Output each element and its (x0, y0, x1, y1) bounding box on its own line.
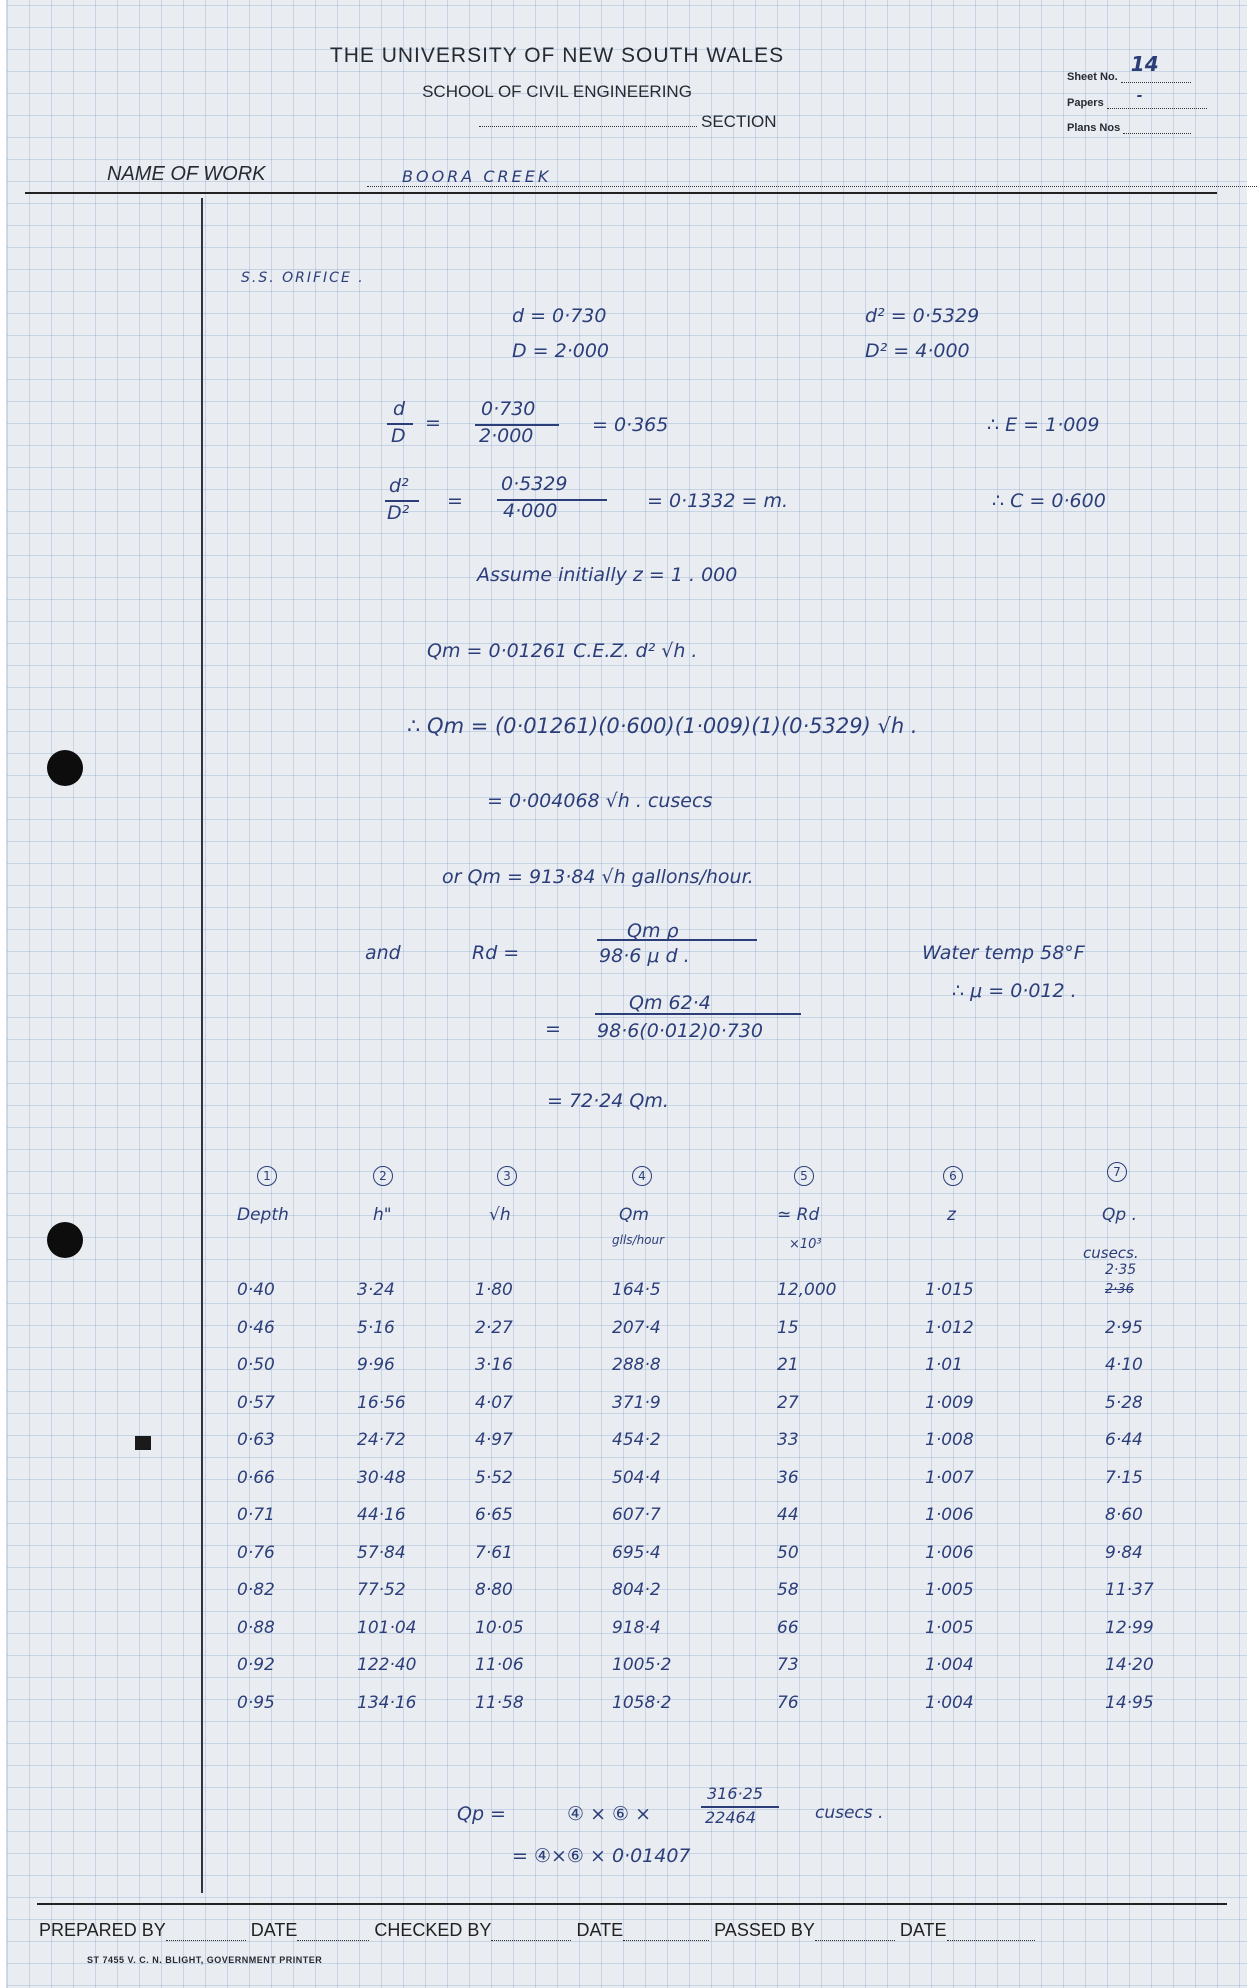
cell-rd: 21 (777, 1355, 799, 1375)
header-rule (25, 192, 1217, 194)
cell-qm: 454·2 (612, 1430, 661, 1450)
cell-depth: 0·82 (237, 1580, 275, 1600)
rd-den1: 98·6 μ d . (599, 945, 690, 967)
cell-depth: 0·63 (237, 1430, 275, 1450)
calculation-sheet (6, 0, 1247, 1988)
cell-rd: 73 (777, 1655, 799, 1675)
sq-lhs-num: d² (389, 475, 409, 497)
qp-num: 316·25 (707, 1784, 763, 1803)
col-number: 7 (1107, 1162, 1127, 1182)
cell-qp: 2·95 (1105, 1317, 1143, 1338)
cell-h: 5·16 (357, 1317, 395, 1338)
name-of-work (107, 163, 552, 186)
cell-sqrt-h: 4·97 (475, 1430, 513, 1450)
cell-sqrt-h: 7·61 (475, 1542, 513, 1563)
qp-struck-value: 2·36 (1105, 1282, 1134, 1297)
cell-h: 30·48 (357, 1467, 406, 1488)
cell-sqrt-h: 10·05 (475, 1617, 524, 1638)
cell-qp: 4·10 (1105, 1355, 1143, 1375)
qp-den: 22464 (705, 1808, 756, 1827)
cell-sqrt-h: 8·80 (475, 1580, 513, 1600)
subheader-qp: cusecs. (1083, 1244, 1139, 1262)
qm-cusecs: = 0·004068 √h . cusecs (487, 790, 713, 812)
cell-rd: 76 (777, 1692, 799, 1713)
d-value: d = 0·730 (512, 305, 607, 327)
cell-z: 1·005 (925, 1617, 974, 1638)
col-number: 5 (794, 1166, 814, 1186)
qp-correction: 2·35 (1105, 1262, 1137, 1278)
cell-qp: 8·60 (1105, 1505, 1143, 1525)
school-title: SCHOOL OF CIVIL ENGINEERING (422, 82, 692, 101)
ink-mark (135, 1436, 151, 1450)
cell-qm: 804·2 (612, 1580, 661, 1600)
cell-depth: 0·88 (237, 1617, 275, 1638)
sheet-no (1067, 52, 1191, 83)
col-number: 4 (632, 1166, 652, 1186)
cell-qm: 1005·2 (612, 1655, 672, 1675)
date-label: DATE (899, 1920, 947, 1940)
cell-qm: 918·4 (612, 1617, 661, 1638)
rd-bar1 (597, 939, 757, 941)
cell-h: 16·56 (357, 1392, 406, 1413)
sq-lhs-den: D² (387, 502, 410, 524)
D2-value: D² = 4·000 (865, 340, 970, 362)
name-of-work-label: NAME OF WORK (107, 163, 266, 185)
cell-z: 1·006 (925, 1505, 974, 1525)
university-title: THE UNIVERSITY OF NEW SOUTH WALES (329, 44, 785, 67)
cell-qm: 695·4 (612, 1542, 661, 1563)
sq-den: 4·000 (503, 500, 558, 522)
cell-h: 3·24 (357, 1280, 395, 1300)
orifice-heading: S.S. ORIFICE . (241, 270, 365, 286)
section-label: SECTION (701, 112, 777, 131)
rd-result: = 72·24 Qm. (547, 1090, 669, 1112)
C-value: ∴ C = 0·600 (992, 490, 1106, 512)
qm-substitution: ∴ Qm = (0·01261)(0·600)(1·009)(1)(0·5329) √h . (407, 714, 918, 738)
cell-z: 1·007 (925, 1467, 974, 1488)
ratio-result: = 0·365 (592, 414, 669, 436)
cell-depth: 0·66 (237, 1467, 275, 1488)
qm-gallons: or Qm = 913·84 √h gallons/hour. (442, 866, 754, 888)
cell-h: 77·52 (357, 1580, 406, 1600)
water-temp: Water temp 58°F (922, 942, 1085, 964)
cell-sqrt-h: 5·52 (475, 1467, 513, 1488)
cell-qp: 12·99 (1105, 1617, 1154, 1638)
plans-label: Plans Nos (1067, 122, 1121, 134)
subheader-qm: glls/hour (612, 1233, 665, 1247)
cell-sqrt-h: 11·06 (475, 1655, 524, 1675)
cell-z: 1·004 (925, 1655, 974, 1675)
cell-qm: 288·8 (612, 1355, 661, 1375)
ratio-lhs-num: d (393, 398, 406, 420)
cell-qm: 164·5 (612, 1280, 661, 1300)
punch-hole-bottom (47, 1222, 83, 1258)
header-qm: Qm (619, 1205, 649, 1225)
rd-den2: 98·6(0·012)0·730 (597, 1020, 763, 1042)
cell-rd: 58 (777, 1580, 799, 1600)
papers-label: Papers (1067, 97, 1104, 109)
D-value: D = 2·000 (512, 340, 610, 362)
qm-formula: Qm = 0·01261 C.E.Z. d² √h . (427, 640, 698, 662)
cell-h: 101·04 (357, 1617, 417, 1638)
prepared-by-label: PREPARED BY (39, 1920, 166, 1940)
date-label: DATE (250, 1920, 298, 1940)
cell-z: 1·008 (925, 1430, 974, 1450)
cell-z: 1·006 (925, 1542, 974, 1563)
cell-qp: 9·84 (1105, 1542, 1143, 1563)
col-number: 6 (943, 1166, 963, 1186)
rd-bar2 (595, 1013, 801, 1015)
ratio-num: 0·730 (481, 398, 536, 420)
header-sqrt-h: √h (489, 1205, 511, 1225)
qp-unit: cusecs . (815, 1803, 884, 1823)
d2-value: d² = 0·5329 (865, 305, 980, 327)
header-depth: Depth (237, 1205, 289, 1225)
cell-qp: 6·44 (1105, 1430, 1143, 1450)
rd-eq2: = (545, 1018, 561, 1040)
margin-line (201, 198, 203, 1893)
cell-depth: 0·46 (237, 1317, 275, 1338)
cell-depth: 0·50 (237, 1355, 275, 1375)
cell-depth: 0·57 (237, 1392, 275, 1413)
cell-qm: 1058·2 (612, 1692, 672, 1713)
header-rd: ≃ Rd (777, 1205, 820, 1225)
cell-h: 24·72 (357, 1430, 406, 1450)
cell-qm: 371·9 (612, 1392, 661, 1413)
qp-middle: ④ × ⑥ × (567, 1803, 652, 1825)
sq-result: = 0·1332 = m. (647, 490, 788, 512)
cell-rd: 12,000 (777, 1280, 837, 1300)
papers (1067, 88, 1207, 109)
printer-imprint: ST 7455 V. C. N. BLIGHT, GOVERNMENT PRINTER (87, 1955, 323, 1965)
cell-h: 44·16 (357, 1505, 406, 1525)
section-line (479, 112, 777, 132)
cell-depth: 0·76 (237, 1542, 275, 1563)
rd-num2: Qm 62·4 (629, 992, 711, 1014)
cell-rd: 33 (777, 1430, 799, 1450)
rd-lhs: Rd = (472, 942, 520, 964)
cell-z: 1·005 (925, 1580, 974, 1600)
rd-and: and (365, 942, 401, 964)
sq-eq: = (447, 490, 463, 512)
cell-rd: 27 (777, 1392, 799, 1413)
ratio-eq: = (425, 412, 441, 434)
cell-z: 1·004 (925, 1692, 974, 1713)
cell-qp: 14·95 (1105, 1692, 1154, 1713)
papers-value: - (1136, 88, 1143, 104)
cell-sqrt-h: 1·80 (475, 1280, 513, 1300)
ratio-den: 2·000 (479, 425, 534, 447)
cell-depth: 0·95 (237, 1692, 275, 1713)
cell-qp: 5·28 (1105, 1392, 1143, 1413)
mu-value: ∴ μ = 0·012 . (952, 980, 1077, 1002)
checked-by-label: CHECKED BY (374, 1920, 492, 1940)
cell-h: 122·40 (357, 1655, 417, 1675)
cell-depth: 0·40 (237, 1280, 275, 1300)
footer-rule (37, 1903, 1227, 1905)
date-label: DATE (576, 1920, 624, 1940)
cell-qm: 607·7 (612, 1505, 661, 1525)
signoff-row (39, 1920, 1035, 1941)
cell-z: 1·015 (925, 1280, 974, 1300)
cell-sqrt-h: 11·58 (475, 1692, 524, 1713)
sheet-no-value: 14 (1130, 52, 1159, 76)
qp-lhs: Qp = (457, 1803, 506, 1825)
cell-qm: 207·4 (612, 1317, 661, 1338)
cell-sqrt-h: 6·65 (475, 1505, 513, 1525)
cell-z: 1·009 (925, 1392, 974, 1413)
cell-z: 1·01 (925, 1355, 963, 1375)
header-z: z (947, 1205, 956, 1225)
cell-h: 57·84 (357, 1542, 406, 1563)
header-qp: Qp . (1102, 1205, 1137, 1225)
col-number: 3 (497, 1166, 517, 1186)
cell-rd: 66 (777, 1617, 799, 1638)
cell-rd: 36 (777, 1467, 799, 1488)
cell-sqrt-h: 4·07 (475, 1392, 513, 1413)
cell-h: 134·16 (357, 1692, 417, 1713)
cell-h: 9·96 (357, 1355, 395, 1375)
plans-nos (1067, 122, 1191, 134)
cell-z: 1·012 (925, 1317, 974, 1338)
subheader-rd: ×10³ (789, 1237, 822, 1252)
name-of-work-value: BOORA CREEK (402, 167, 552, 186)
cell-qp: 14·20 (1105, 1655, 1154, 1675)
qp-line2: = ④×⑥ × 0·01407 (512, 1845, 691, 1867)
header-h: h" (373, 1205, 392, 1225)
cell-qp: 7·15 (1105, 1467, 1143, 1488)
cell-rd: 50 (777, 1542, 799, 1563)
col-number: 2 (373, 1166, 393, 1186)
cell-qp: 11·37 (1105, 1580, 1154, 1600)
assume-line: Assume initially z = 1 . 000 (477, 564, 738, 586)
E-value: ∴ E = 1·009 (987, 414, 1100, 436)
rd-num1: Qm ρ (627, 920, 679, 942)
cell-rd: 44 (777, 1505, 799, 1525)
passed-by-label: PASSED BY (714, 1920, 815, 1940)
cell-sqrt-h: 3·16 (475, 1355, 513, 1375)
cell-sqrt-h: 2·27 (475, 1317, 513, 1338)
sq-num: 0·5329 (501, 473, 568, 495)
cell-depth: 0·71 (237, 1505, 275, 1525)
cell-rd: 15 (777, 1317, 799, 1338)
sheet-no-label: Sheet No. (1067, 71, 1118, 83)
punch-hole-top (47, 750, 83, 786)
ratio-lhs-den: D (391, 425, 406, 447)
cell-depth: 0·92 (237, 1655, 275, 1675)
cell-qm: 504·4 (612, 1467, 661, 1488)
col-number: 1 (257, 1166, 277, 1186)
